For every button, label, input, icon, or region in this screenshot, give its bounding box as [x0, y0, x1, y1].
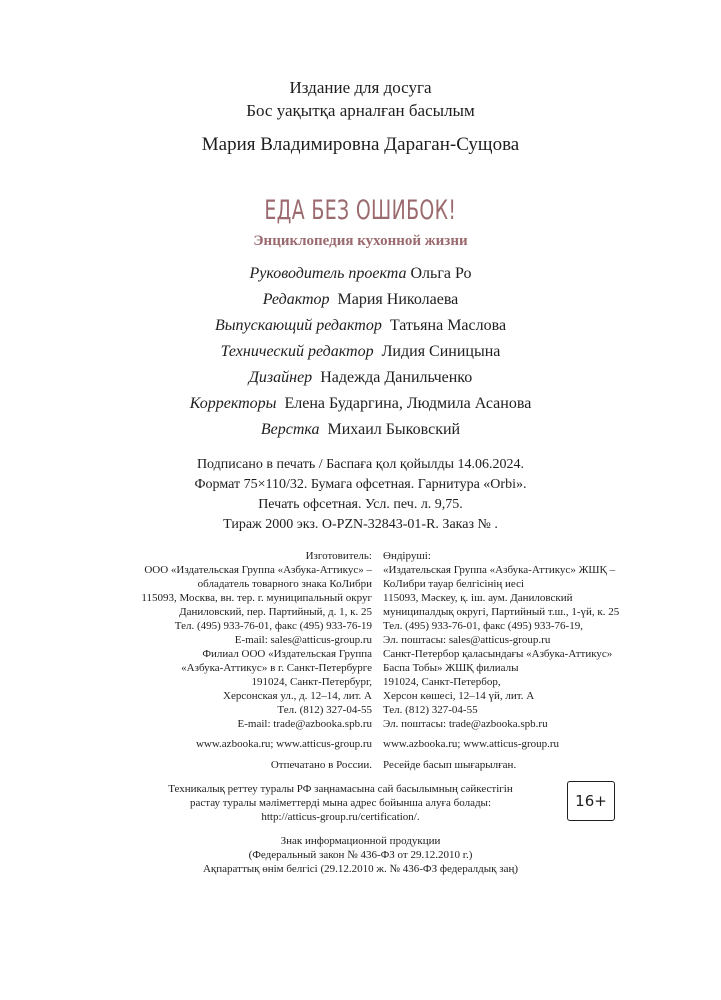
credit-line: [0, 421, 721, 439]
credit-person: Ольга Ро: [410, 265, 472, 282]
print-info-line: Печать офсетная. Усл. печ. л. 9,75.: [258, 497, 463, 512]
website-kz: www.azbooka.ru; www.atticus-group.ru: [383, 738, 560, 750]
print-info-line: Тираж 2000 экз. O-PZN-32843-01-R. Заказ № .: [223, 517, 498, 532]
certification-line: http://atticus-group.ru/certification/.: [261, 811, 420, 823]
manufacturer-ru-line: обладатель товарного знака КоЛибри: [197, 578, 372, 590]
credit-role: Корректоры: [189, 395, 277, 412]
printed-in-ru: Отпечатано в России.: [270, 759, 372, 771]
branch-kz: [383, 647, 612, 731]
credit-person: Надежда Данильченко: [320, 369, 473, 386]
branch-ru-line: 191024, Санкт-Петербург,: [251, 676, 372, 688]
certification-line: растау туралы мәліметтерді мына адрес бойынша алуға болады:: [189, 797, 492, 809]
info-sign-line: Ақпараттық өнім белгісі (29.12.2010 ж. № 436-ФЗ федералдық заң): [202, 863, 519, 875]
branch-ru-line: Херсонская ул., д. 12–14, лит. А: [223, 690, 372, 702]
credit-role: Руководитель проекта: [249, 265, 407, 282]
branch-kz-line: Эл. поштасы: trade@azbooka.spb.ru: [383, 718, 548, 730]
manufacturer-kz-line: Эл. поштасы: sales@atticus-group.ru: [383, 634, 551, 646]
credit-line: [0, 395, 721, 413]
branch-ru-line: Филиал ООО «Издательская Группа: [202, 648, 372, 660]
credit-line: [0, 343, 721, 361]
info-sign-line: Знак информационной продукции: [280, 835, 441, 847]
certification-line: Техникалық реттеу туралы РФ заңнамасына сай басылымның сәйкестігін: [168, 783, 513, 795]
edition-type-kz: Бос уақытқа арналған басылым: [246, 101, 475, 120]
branch-kz-line: Тел. (812) 327-04-55: [383, 704, 478, 716]
credit-role: Верстка: [260, 421, 320, 438]
credit-role: Редактор: [262, 291, 330, 308]
credit-line: [0, 291, 721, 309]
credit-person: Елена Бударгина, Людмила Асанова: [284, 395, 532, 412]
edition-type-ru: Издание для досуга: [289, 78, 432, 97]
credit-role: Выпускающий редактор: [214, 317, 382, 334]
credit-role: Технический редактор: [220, 343, 374, 360]
manufacturer-ru-line: Изготовитель:: [305, 550, 372, 562]
printed-in-kz: Ресейде басып шығарылған.: [383, 759, 517, 771]
age-rating-badge: 16+: [567, 781, 615, 821]
manufacturer-kz-line: КоЛибри тауар белгісінің иесі: [383, 578, 525, 590]
author-name: Мария Владимировна Дараган-Сущова: [201, 134, 520, 155]
book-title: ЕДА БЕЗ ОШИБОК!: [264, 195, 457, 226]
manufacturer-kz-line: «Издательская Группа «Азбука-Аттикус» ЖШҚ –: [383, 564, 616, 576]
credit-line: [0, 317, 721, 335]
book-subtitle: Энциклопедия кухонной жизни: [253, 233, 468, 249]
branch-ru-line: Тел. (812) 327-04-55: [277, 704, 372, 716]
print-info-line: Подписано в печать / Баспаға қол қойылды 14.06.2024.: [196, 457, 525, 472]
info-sign-line: (Федеральный закон № 436-ФЗ от 29.12.2010 г.): [248, 849, 473, 861]
credit-person: Татьяна Маслова: [389, 317, 507, 334]
branch-kz-line: Санкт-Петербор қаласындағы «Азбука-Аттикус»: [383, 648, 613, 660]
manufacturer-kz-line: Тел. (495) 933-76-01, факс (495) 933-76-19,: [383, 620, 583, 632]
branch-kz-line: Херсон көшесі, 12–14 үй, лит. А: [383, 690, 535, 702]
manufacturer-ru-line: Тел. (495) 933-76-01, факс (495) 933-76-19: [174, 620, 372, 632]
manufacturer-kz-line: муниципалдық округі, Партийный т.ш., 1-үй, к. 25: [383, 606, 620, 618]
manufacturer-ru: [141, 549, 372, 647]
manufacturer-ru-line: Даниловский, пер. Партийный, д. 1, к. 25: [179, 606, 372, 618]
manufacturer-kz-line: Өндіруші:: [383, 550, 431, 562]
branch-ru-line: E-mail: trade@azbooka.spb.ru: [237, 718, 372, 730]
branch-ru-line: «Азбука-Аттикус» в г. Санкт-Петербурге: [181, 662, 372, 674]
manufacturer-kz: [383, 549, 619, 647]
manufacturer-kz-line: 115093, Мәскеу, қ. іш. аум. Даниловский: [383, 592, 573, 604]
manufacturer-ru-line: ООО «Издательская Группа «Азбука-Аттикус» –: [144, 564, 372, 576]
branch-kz-line: 191024, Санкт-Петербор,: [383, 676, 501, 688]
branch-ru: [181, 647, 372, 731]
credit-person: Лидия Синицына: [381, 343, 501, 360]
manufacturer-ru-line: 115093, Москва, вн. тер. г. муниципальный округ: [141, 592, 372, 604]
credit-role: Дизайнер: [248, 369, 313, 386]
credit-person: Михаил Быковский: [327, 421, 461, 438]
credit-person: Мария Николаева: [337, 291, 459, 308]
manufacturer-ru-line: E-mail: sales@atticus-group.ru: [234, 634, 372, 646]
credit-line: [0, 369, 721, 387]
branch-kz-line: Баспа Тобы» ЖШҚ филиалы: [383, 662, 519, 674]
print-info-line: Формат 75×110/32. Бумага офсетная. Гарнитура «Orbi».: [194, 477, 527, 492]
credit-line: [0, 265, 721, 283]
website-ru: www.azbooka.ru; www.atticus-group.ru: [195, 738, 372, 750]
